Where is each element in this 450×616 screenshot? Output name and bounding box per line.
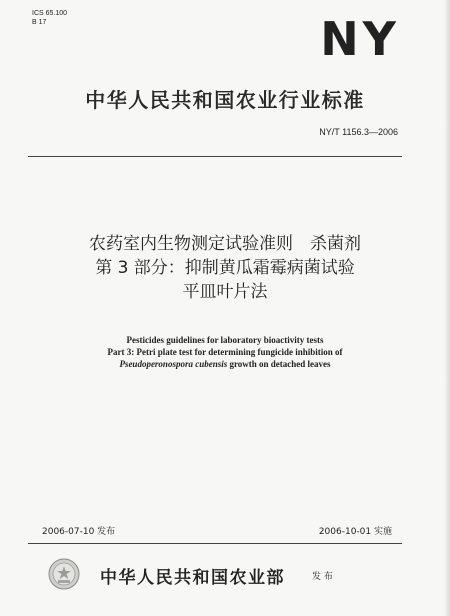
- publisher-name: 中华人民共和国农业部: [100, 568, 285, 588]
- chinese-title-line-2: 第 3 部分：抑制黄瓜霜霉病菌试验: [95, 258, 355, 278]
- species-name: Pseudoperonospora cubensis: [119, 359, 228, 369]
- chinese-title-line-1: 农药室内生物测定试验准则 杀菌剂: [89, 234, 361, 254]
- scan-edge-shadow: [444, 0, 450, 616]
- publish-label: 发 布: [312, 572, 333, 582]
- ics-code: ICS 65.100: [32, 10, 68, 17]
- ny-logo: NY: [320, 12, 400, 66]
- classification-codes: [32, 9, 67, 27]
- chinese-title-line-3: 平皿叶片法: [182, 282, 268, 302]
- ccs-code: B 17: [32, 19, 47, 26]
- english-title-line-1: Pesticides guidelines for laboratory bioactivity tests: [126, 335, 324, 345]
- english-title-line-2: Part 3: Petri plate test for determining fungicide inhibition of: [107, 347, 343, 357]
- national-emblem-icon: [48, 558, 80, 590]
- implementation-date: 2006-10-01 实施: [318, 527, 392, 537]
- standard-category-title: 中华人民共和国农业行业标准: [85, 88, 365, 112]
- english-title-line-3: [0, 358, 450, 370]
- issue-date: 2006-07-10 发布: [42, 527, 116, 537]
- chinese-title: [0, 232, 450, 304]
- standard-number: NY/T 1156.3—2006: [319, 127, 398, 137]
- english-title: [0, 334, 450, 370]
- top-divider: [28, 156, 402, 157]
- bottom-divider: [28, 543, 402, 544]
- english-title-line-3-rest: growth on detached leaves: [227, 359, 331, 369]
